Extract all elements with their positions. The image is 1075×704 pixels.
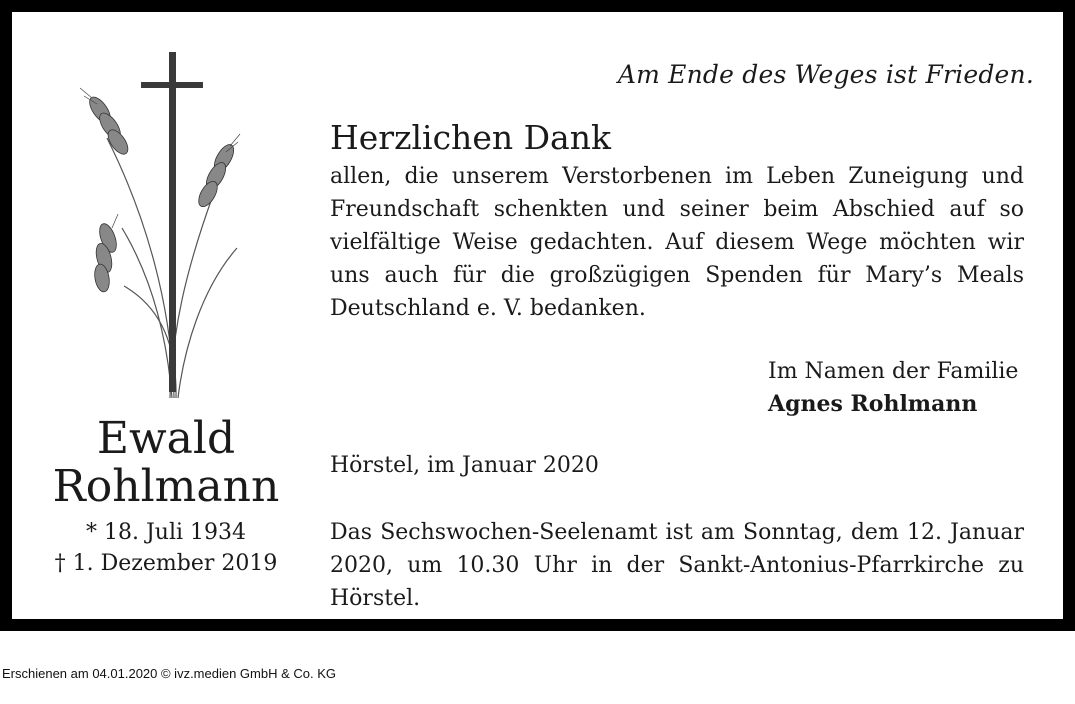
obituary-ad — [12, 12, 1063, 619]
cross-with-wheat-icon — [52, 48, 252, 400]
publication-footer: Erschienen am 04.01.2020 © ivz.medien GmbH & Co. KG — [2, 666, 337, 681]
signature — [768, 356, 1018, 420]
birth-date: * 18. Juli 1934 — [85, 520, 246, 545]
service-announcement: Das Sechswochen-Seelenamt ist am Sonntag, dem 12. Januar 2020, um 10.30 Uhr in der Sankt-Antonius-Pfarrkirche zu Hörstel. — [330, 520, 1024, 611]
life-dates — [12, 517, 320, 579]
thanks-text: allen, die unserem Verstorbenen im Leben Zuneigung und Freundschaft schenkten und seiner beim Abschied auf so vielfältige Weise gedachten. Auf diesem Wege möchten wir uns auch für die großzügigen Spenden für Mary’s Meals Deutschland e. V. bedanken. — [330, 164, 1024, 321]
death-date: † 1. Dezember 2019 — [54, 551, 278, 576]
deceased-info — [12, 415, 320, 579]
deceased-last-name: Rohlmann — [52, 461, 280, 512]
motto: Am Ende des Weges ist Frieden. — [617, 60, 1034, 89]
signature-intro: Im Namen der Familie — [768, 359, 1019, 384]
signature-name: Agnes Rohlmann — [768, 391, 978, 417]
thanks-heading: Herzlichen Dank — [330, 118, 611, 157]
deceased-first-name: Ewald — [96, 413, 236, 464]
place-date: Hörstel, im Januar 2020 — [330, 453, 599, 478]
